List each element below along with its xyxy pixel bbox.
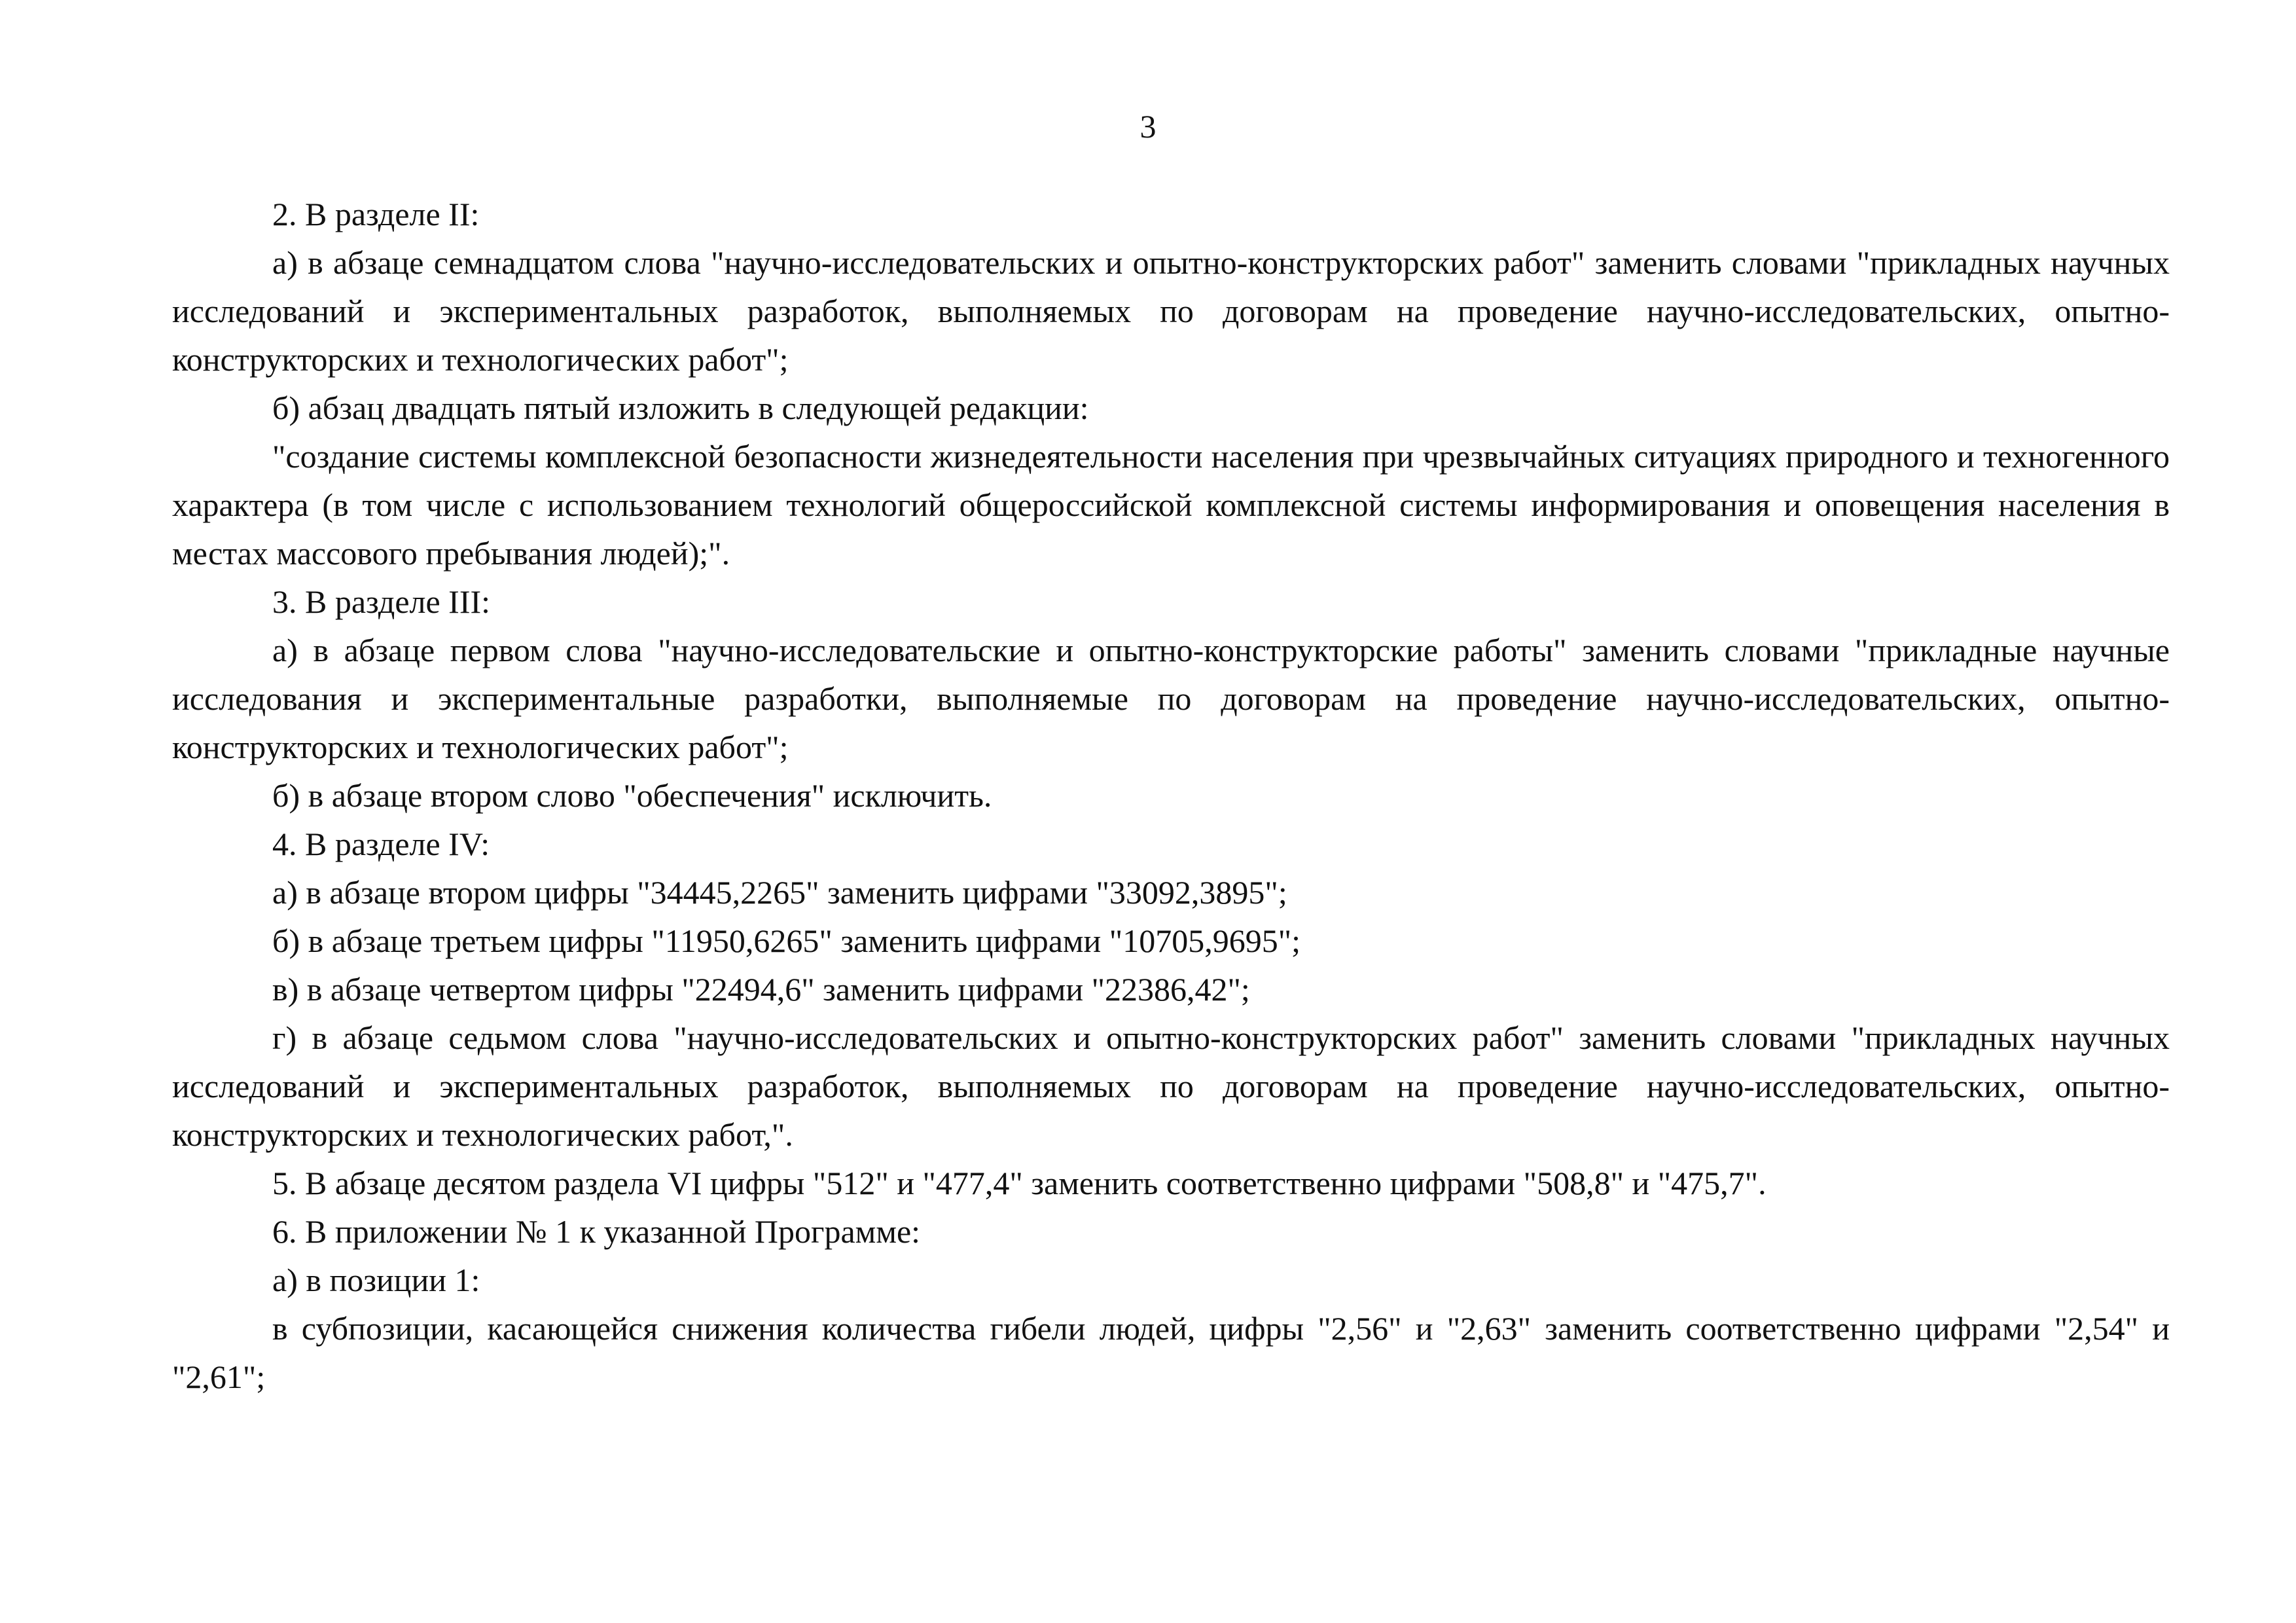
- paragraph-section-5: 5. В абзаце десятом раздела VI цифры "512" и "477,4" заменить соответственно цифрами "508,8" и "475,7".: [272, 1165, 1767, 1201]
- paragraph-section-3-b: б) в абзаце втором слово "обеспечения" исключить.: [272, 777, 992, 814]
- paragraph-section-4-heading: 4. В разделе IV:: [272, 826, 490, 862]
- document-body: [172, 190, 2170, 1401]
- paragraph-section-4-g: г) в абзаце седьмом слова "научно-исследовательских и опытно-конструкторских работ" заменить словами "прикладных научных исследований и экспериментальных разработок, выполняемых по договорам на проведение научно-исследовательских, опытно-конструкторских и технологических работ,".: [172, 1019, 2170, 1153]
- page-number: 3: [1139, 108, 1157, 145]
- paragraph-section-4-a: а) в абзаце втором цифры "34445,2265" заменить цифрами "33092,3895";: [272, 874, 1287, 911]
- paragraph-section-3-a: а) в абзаце первом слова "научно-исследовательские и опытно-конструкторские работы" заменить словами "прикладные научные исследования и экспериментальные разработки, выполняемые по договорам на проведение научно-исследовательских, опытно-конструкторских и технологических работ";: [172, 632, 2170, 765]
- paragraph-section-4-b: б) в абзаце третьем цифры "11950,6265" заменить цифрами "10705,9695";: [272, 922, 1300, 959]
- paragraph-section-6-a: а) в позиции 1:: [272, 1262, 480, 1298]
- paragraph-section-6-heading: 6. В приложении № 1 к указанной Программе:: [272, 1213, 921, 1250]
- paragraph-section-2-a: а) в абзаце семнадцатом слова "научно-исследовательских и опытно-конструкторских работ" заменить словами "прикладных научных исследований и экспериментальных разработок, выполняемых по договорам на проведение научно-исследовательских, опытно-конструкторских и технологических работ";: [172, 244, 2170, 378]
- paragraph-section-4-v: в) в абзаце четвертом цифры "22494,6" заменить цифрами "22386,42";: [272, 971, 1250, 1008]
- paragraph-section-3-heading: 3. В разделе III:: [272, 583, 491, 620]
- paragraph-section-2-heading: 2. В разделе II:: [272, 196, 480, 232]
- paragraph-section-6-a-subposition: в субпозиции, касающейся снижения количества гибели людей, цифры "2,56" и "2,63" заменить соответственно цифрами "2,54" и "2,61";: [172, 1310, 2170, 1395]
- paragraph-section-2-b-quote: "создание системы комплексной безопасности жизнедеятельности населения при чрезвычайных ситуациях природного и техногенного характера (в том числе с использованием технологий общероссийской комплексной системы информирования и оповещения населения в местах массового пребывания людей);".: [172, 438, 2170, 572]
- paragraph-section-2-b: б) абзац двадцать пятый изложить в следующей редакции:: [272, 390, 1089, 426]
